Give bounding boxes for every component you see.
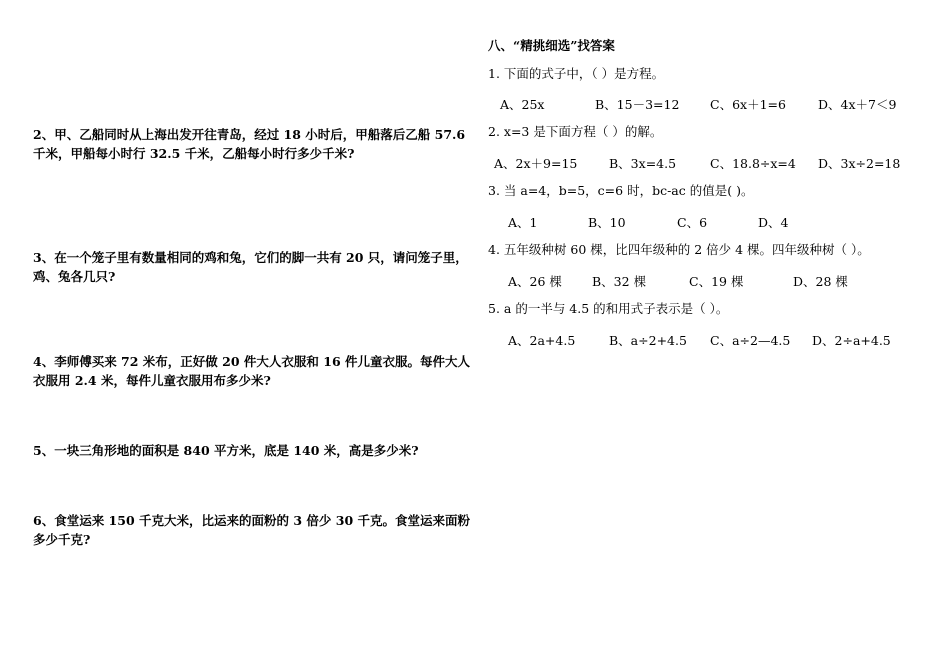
option-b: B、10 <box>588 215 626 230</box>
question-4-line2: 衣服用 2.4 米，每件儿童衣服用布多少米? <box>33 373 271 388</box>
question-6-line1: 6、食堂运来 150 千克大米，比运来的面粉的 3 倍少 30 千克。食堂运来面粉 <box>33 513 470 528</box>
question-6 <box>33 511 470 549</box>
option-d: D、3x÷2=18 <box>818 156 901 171</box>
option-b: B、15－3=12 <box>595 97 680 112</box>
question-2-line1: 2、甲、乙船同时从上海出发开往青岛，经过 18 小时后，甲船落后乙船 57.6 <box>33 127 466 142</box>
option-d: D、4 <box>758 215 789 230</box>
option-c: C、19 棵 <box>689 274 744 289</box>
option-a: A、2a+4.5 <box>508 333 576 348</box>
question-2 <box>33 125 465 163</box>
question-5 <box>33 441 419 460</box>
mc-question-5-stem: 5. a 的一半与 4.5 的和用式子表示是（ ）。 <box>488 301 729 316</box>
mc-question-3-stem: 3. 当 a=4，b=5，c=6 时，bc-ac 的值是( )。 <box>488 183 754 198</box>
option-d: D、2÷a+4.5 <box>812 333 891 348</box>
mc-question-4-stem: 4. 五年级种树 60 棵，比四年级种的 2 倍少 4 棵。四年级种树（ ）。 <box>488 242 870 257</box>
mc-question-1-stem: 1. 下面的式子中，（ ）是方程。 <box>488 66 665 81</box>
question-3-line1: 3、在一个笼子里有数量相同的鸡和兔，它们的脚一共有 20 只，请问笼子里， <box>33 250 468 265</box>
option-c: C、a÷2—4.5 <box>710 333 791 348</box>
option-b: B、a÷2+4.5 <box>609 333 687 348</box>
option-d: D、4x＋7＜9 <box>818 97 897 112</box>
question-4-line1: 4、李师傅买来 72 米布，正好做 20 件大人衣服和 16 件儿童衣服。每件大人 <box>33 354 470 369</box>
section-heading: 八、“精挑细选”找答案 <box>488 38 615 53</box>
option-c: C、6x＋1=6 <box>710 97 786 112</box>
option-c: C、6 <box>677 215 708 230</box>
option-a: A、2x＋9=15 <box>494 156 578 171</box>
question-2-line2: 千米，甲船每小时行 32.5 千米，乙船每小时行多少千米? <box>33 146 355 161</box>
question-3 <box>33 248 468 286</box>
option-d: D、28 棵 <box>793 274 848 289</box>
option-b: B、32 棵 <box>592 274 647 289</box>
option-c: C、18.8÷x=4 <box>710 156 796 171</box>
question-5-line1: 5、一块三角形地的面积是 840 平方米，底是 140 米，高是多少米? <box>33 443 419 458</box>
question-3-line2: 鸡、兔各几只? <box>33 269 116 284</box>
option-a: A、1 <box>508 215 538 230</box>
option-a: A、25x <box>500 97 545 112</box>
option-a: A、26 棵 <box>508 274 562 289</box>
question-4 <box>33 352 470 390</box>
mc-question-2-stem: 2. x=3 是下面方程（ ）的解。 <box>488 124 663 139</box>
option-b: B、3x=4.5 <box>609 156 677 171</box>
question-6-line2: 多少千克? <box>33 532 91 547</box>
